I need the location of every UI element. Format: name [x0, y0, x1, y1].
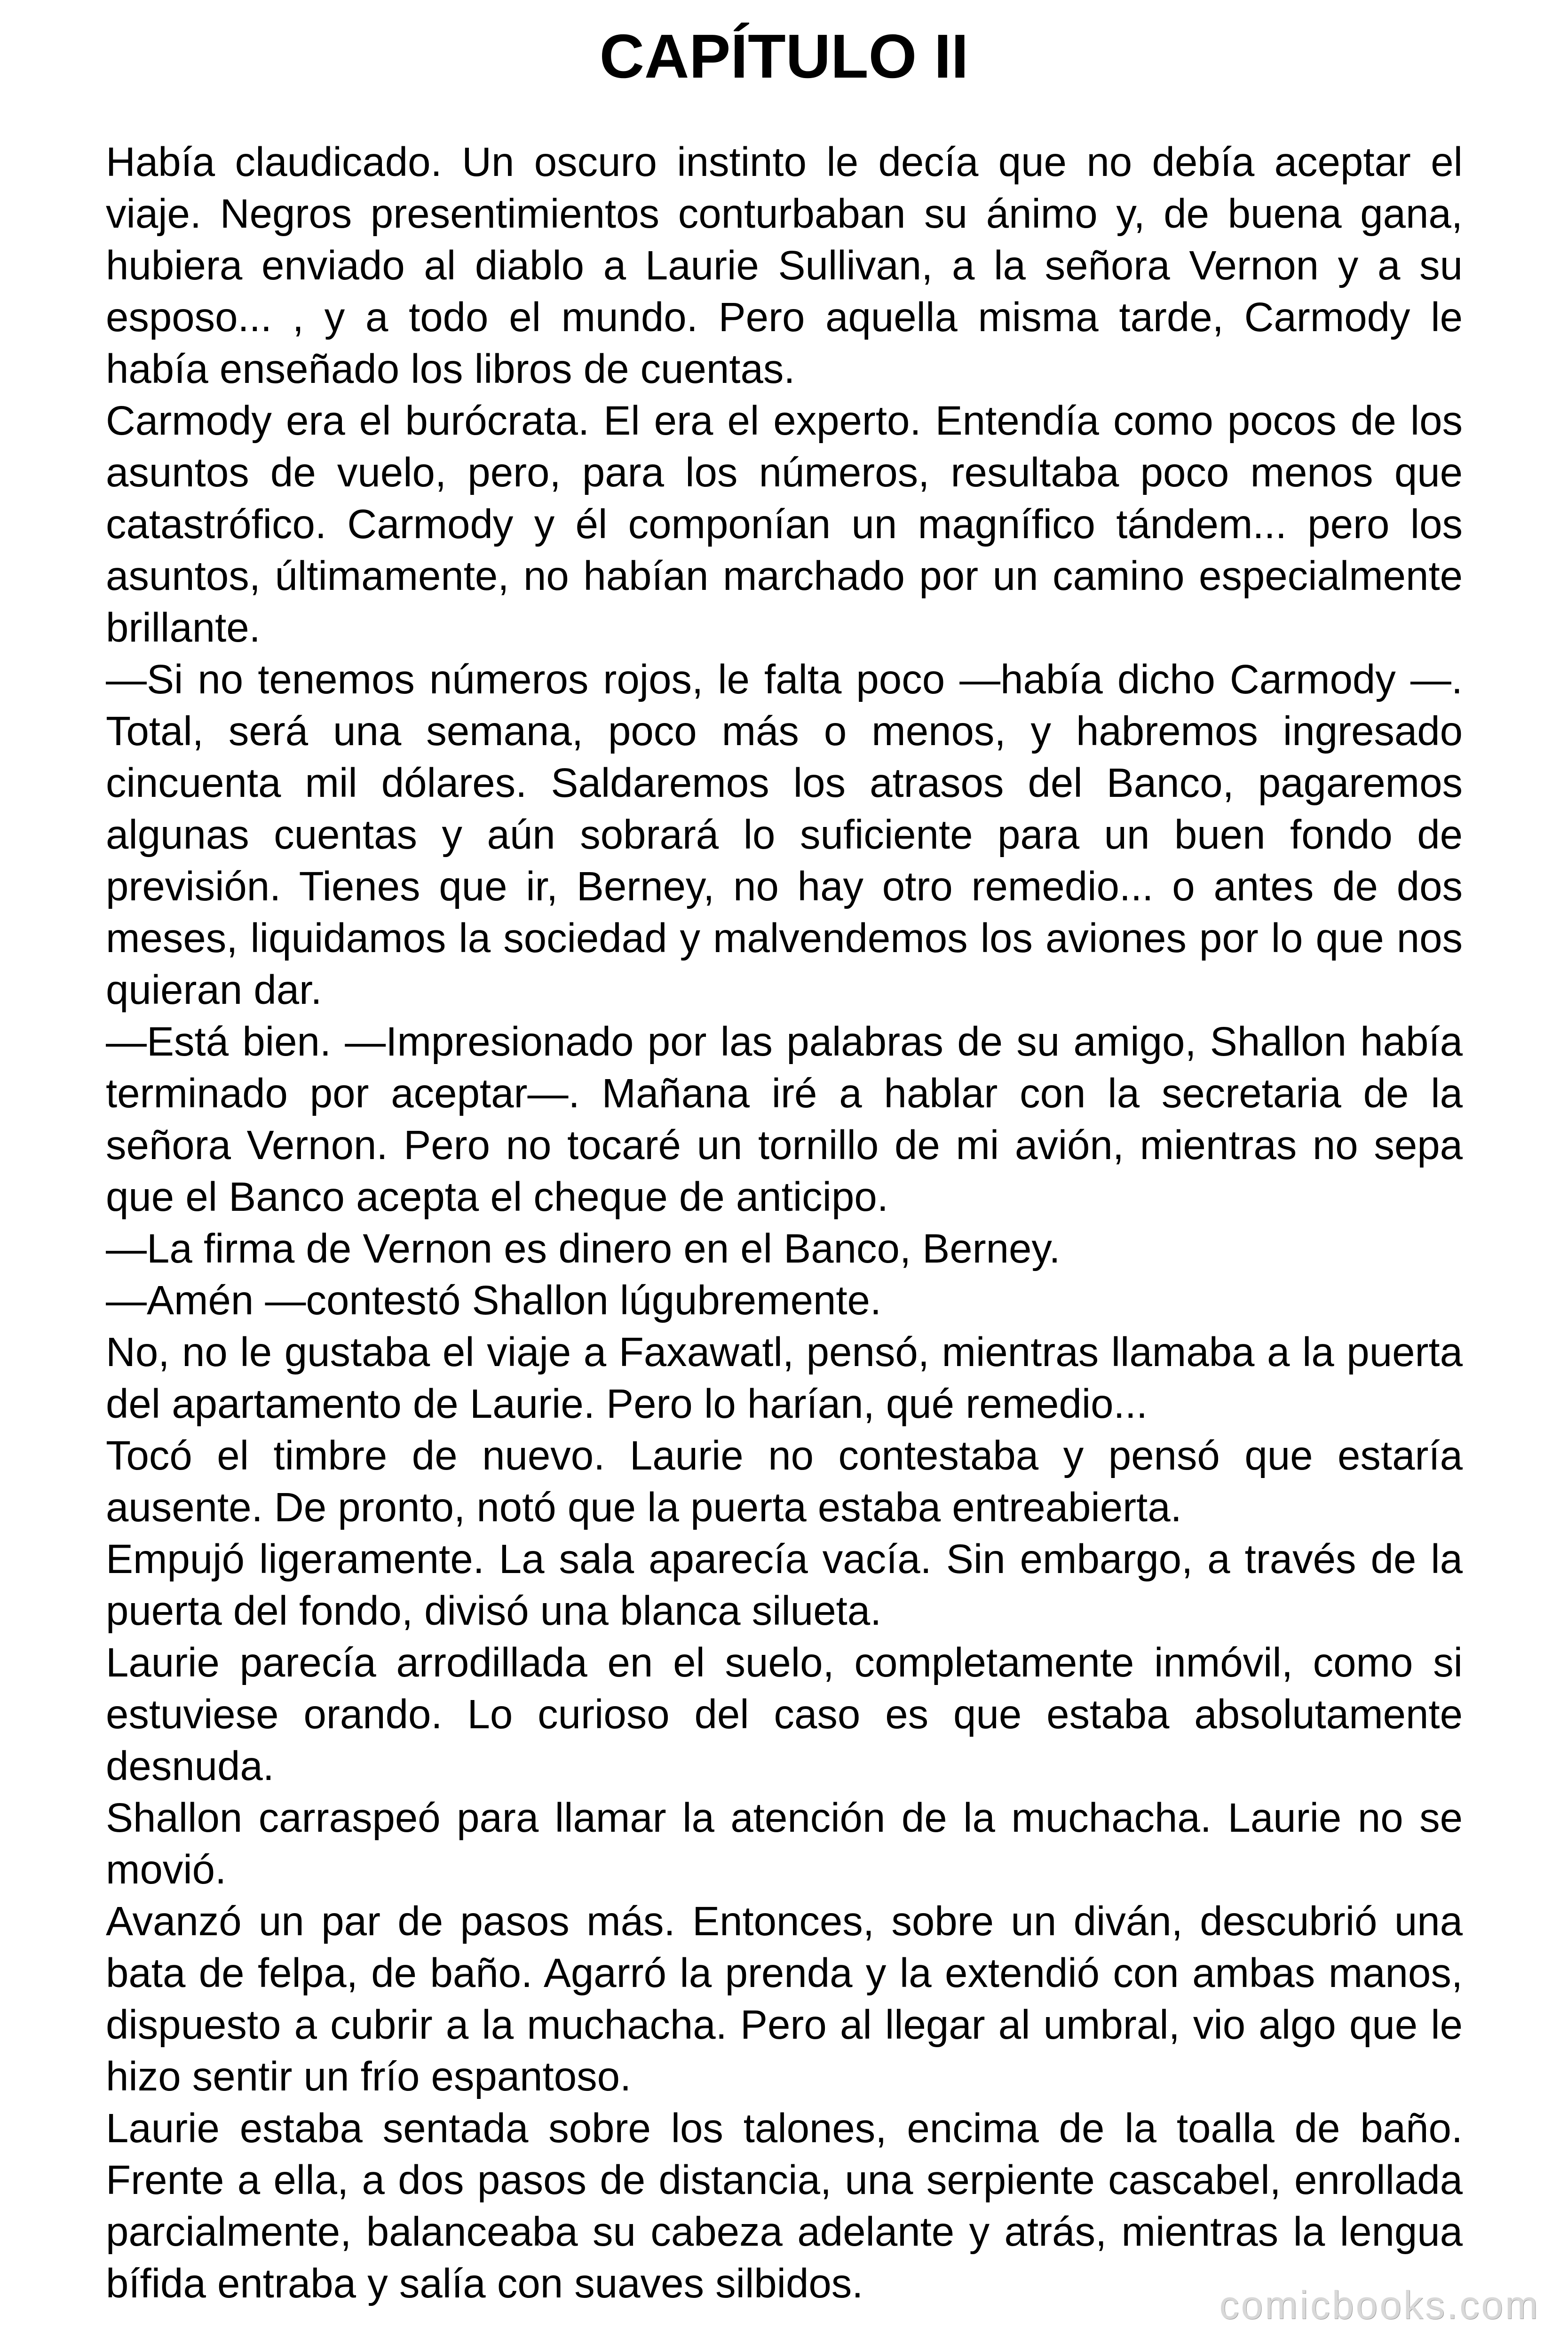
paragraph: Empujó ligeramente. La sala aparecía vacía. Sin embargo, a través de la puerta del fondo, divisó una blanca silueta.: [106, 1536, 1463, 1634]
paragraph: No, no le gustaba el viaje a Faxawatl, pensó, mientras llamaba a la puerta del apartamento de Laurie. Pero lo harían, qué remedio...: [106, 1329, 1463, 1427]
paragraph: Avanzó un par de pasos más. Entonces, sobre un diván, descubrió una bata de felpa, de baño. Agarró la prenda y la extendió con ambas manos, dispuesto a cubrir a la muchacha. Pero al llegar al umbral, vio algo que le hizo sentir un frío espantoso.: [106, 1899, 1463, 2099]
body-text: [106, 136, 1463, 2310]
paragraph: —Está bien. —Impresionado por las palabras de su amigo, Shallon había terminado por aceptar—. Mañana iré a hablar con la secretaria de la señora Vernon. Pero no tocaré un tornillo de mi avión, mientras no sepa que el Banco acepta el cheque de anticipo.: [106, 1019, 1463, 1220]
paragraph: Había claudicado. Un oscuro instinto le decía que no debía aceptar el viaje. Negros presentimientos conturbaban su ánimo y, de buena gana, hubiera enviado al diablo a Laurie Sullivan, a la señora Vernon y a su esposo... , y a todo el mundo. Pero aquella misma tarde, Carmody le había enseñado los libros de cuentas.: [106, 139, 1463, 392]
watermark: comicbooks.com: [1219, 2283, 1540, 2327]
paragraph: —Si no tenemos números rojos, le falta poco —había dicho Carmody —. Total, será una semana, poco más o menos, y habremos ingresado cincuenta mil dólares. Saldaremos los atrasos del Banco, pagaremos algunas cuentas y aún sobrará lo suficiente para un buen fondo de previsión. Tienes que ir, Berney, no hay otro remedio... o antes de dos meses, liquidamos la sociedad y malvendemos los aviones por lo que nos quieran dar.: [106, 657, 1463, 1013]
paragraph: —Amén —contestó Shallon lúgubremente.: [106, 1278, 882, 1323]
paragraph: Carmody era el burócrata. El era el experto. Entendía como pocos de los asuntos de vuelo, pero, para los números, resultaba poco menos que catastrófico. Carmody y él componían un magnífico tándem... pero los asuntos, últimamente, no habían marchado por un camino especialmente brillante.: [106, 398, 1463, 651]
paragraph: Shallon carraspeó para llamar la atención de la muchacha. Laurie no se movió.: [106, 1795, 1463, 1892]
chapter-title: CAPÍTULO II: [599, 22, 969, 91]
paragraph: Tocó el timbre de nuevo. Laurie no contestaba y pensó que estaría ausente. De pronto, notó que la puerta estaba entreabierta.: [106, 1433, 1463, 1530]
paragraph: Laurie parecía arrodillada en el suelo, completamente inmóvil, como si estuviese orando. Lo curioso del caso es que estaba absolutamente desnuda.: [106, 1640, 1463, 1789]
paragraph: Laurie estaba sentada sobre los talones, encima de la toalla de baño. Frente a ella, a dos pasos de distancia, una serpiente cascabel, enrollada parcialmente, balanceaba su cabeza adelante y atrás, mientras la lengua bífida entraba y salía con suaves silbidos.: [106, 2106, 1463, 2306]
paragraph: —La firma de Vernon es dinero en el Banco, Berney.: [106, 1226, 1061, 1271]
